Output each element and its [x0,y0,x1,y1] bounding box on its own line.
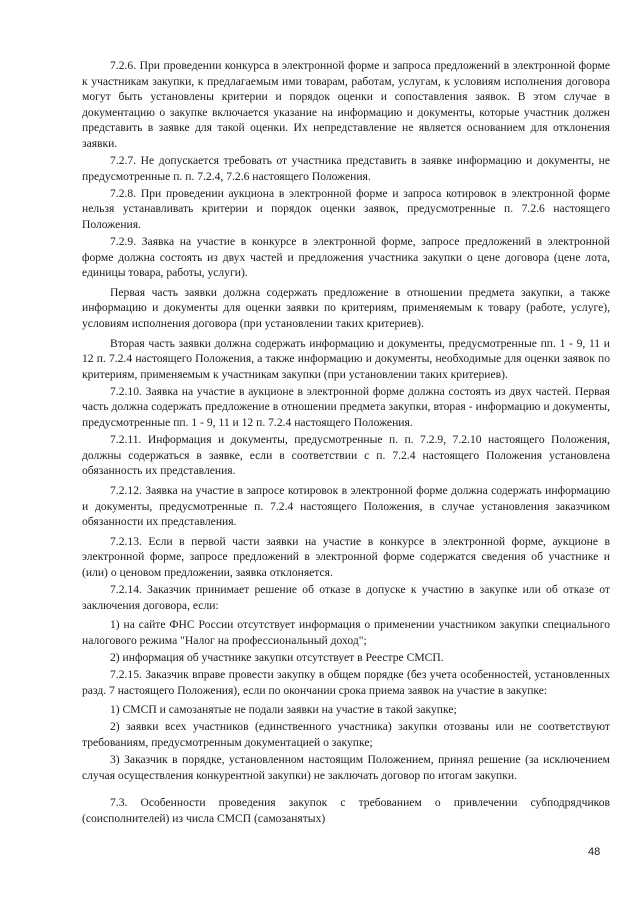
list-item-1: 1) СМСП и самозанятые не подали заявки на участие в такой закупке; [110,703,457,717]
paragraph-7-2-8: 7.2.8. При проведении аукциона в электронной форме и запроса котировок в электронной форме нельзя устанавливать критерии и порядок оценки заявок, предусмотренные п. 7.2.6 настоящего Положения. [82,186,610,231]
list-item-2: 2) заявки всех участников (единственного участника) закупки отозваны или не соответствуют требованиям, предусмотренным документацией о закупке; [82,720,610,749]
document-body [82,58,610,828]
paragraph-7-2-7: 7.2.7. Не допускается требовать от участника представить в заявке информацию и документы, не предусмотренные п. п. 7.2.4, 7.2.6 настоящего Положения. [82,154,610,183]
paragraph-7-2-10: 7.2.10. Заявка на участие в аукционе в электронной форме должна состоять из двух частей. Первая часть должна содержать предложение в отношении предмета закупки, вторая - информацию и документы, предусмотренные пп. 1 - 9, 11 и 12 п. 7.2.4 настоящего Положения. [82,384,610,430]
paragraph-7-2-9: 7.2.9. Заявка на участие в конкурсе в электронной форме, запросе предложений в электронной форме должна состоять из двух частей и предложения участника закупки о цене договора (цене лота, единицы товара, работы, услуги). [82,235,610,280]
list-item-1: 1) на сайте ФНС России отсутствует информация о применении участником закупки специального налогового режима "Налог на профессиональный доход"; [82,618,610,647]
paragraph-7-2-15: 7.2.15. Заказчик вправе провести закупку в общем порядке (без учета особенностей, установленных разд. 7 настоящего Положения), если по окончании срока приема заявок на участие в закупке: [82,667,610,697]
paragraph-7-2-6: 7.2.6. При проведении конкурса в электронной форме и запроса предложений в электронной форме к участникам закупки, к предлагаемым ими товарам, работам, услугам, к условиям исполнения договора могут быть установлены критерии и порядок оценки и сопоставления заявок. В этом случае в документацию о закупке включается указание на информацию и документы, которые участник должен представить в заявке для такой оценки. Их непредставление не является основанием для отклонения заявки. [82,59,610,150]
page-number: 48 [588,846,601,858]
paragraph-second-part: Вторая часть заявки должна содержать информацию и документы, предусмотренные пп. 1 - 9, 11 и 12 п. 7.2.4 настоящего Положения, а также информацию и документы, необходимые для оценки заявок по критериям, применяемым к участникам закупки (при установлении таких критериев). [82,336,610,381]
paragraph-first-part: Первая часть заявки должна содержать предложение в отношении предмета закупки, а также информацию и документы для оценки заявки по критериям, применяемым к товару (работе, услуге), условиям исполнения договора (при установлении таких критериев). [82,285,610,330]
paragraph-7-2-11: 7.2.11. Информация и документы, предусмотренные п. п. 7.2.9, 7.2.10 настоящего Положения, должны содержаться в заявке, если в соответствии с п. 7.2.4 настоящего Положения установлена обязанность их представления. [82,433,610,478]
paragraph-7-2-14: 7.2.14. Заказчик принимает решение об отказе в допуске к участию в закупке или об отказе от заключения договора, если: [82,583,610,612]
list-item-2: 2) информация об участнике закупки отсутствует в Реестре СМСП. [110,650,444,664]
list-item-3: 3) Заказчик в порядке, установленном настоящим Положением, принял решение (за исключением случая осуществления конкурентной закупки) не заключать договор по итогам закупки. [82,752,610,782]
section-heading-7-3: 7.3. Особенности проведения закупок с требованием о привлечении субподрядчиков (соисполнителей) из числа СМСП (самозанятых) [82,796,610,825]
paragraph-7-2-13: 7.2.13. Если в первой части заявки на участие в конкурсе в электронной форме, аукционе в электронной форме, запросе предложений в электронной форме содержатся сведения об участнике и (или) о ценовом предложении, заявка отклоняется. [82,534,610,579]
paragraph-7-2-12: 7.2.12. Заявка на участие в запросе котировок в электронной форме должна содержать информацию и документы, предусмотренные п. 7.2.4 настоящего Положения, в случае установления заказчиком обязанности их представления. [82,483,610,529]
